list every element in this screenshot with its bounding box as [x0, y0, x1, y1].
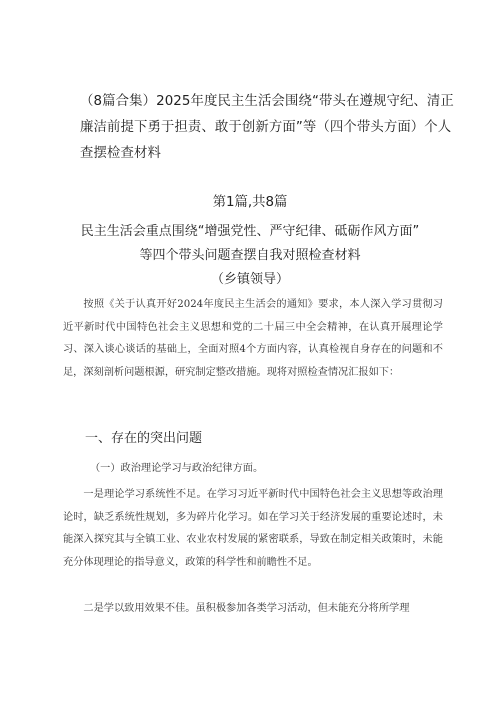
subsection-heading: （一）政治理论学习与政治纪律方面。: [90, 463, 264, 474]
subtitle-line-2: 等四个带头问题查摆自我对照检查材料: [139, 248, 361, 263]
document-title: （8篇合集）2025年度民主生活会围绕“带头在遵规守纪、清正廉洁前提下勇于担责、敢于创新方面”等（四个带头方面）个人查摆检查材料: [80, 94, 454, 161]
part-heading: 第1篇,共8篇: [212, 195, 288, 210]
subtitle-line-3: （乡镇领导）: [210, 272, 289, 287]
paragraph-one: 一是理论学习系统性不足。在学习习近平新时代中国特色社会主义思想等政治理论时，缺乏系统性规划，多为碎片化学习。如在学习关于经济发展的重要论述时，未能深入探究其与全镇工业、农业农村发展的紧密联系，导致在制定相关政策时，未能充分体现理论的指导意义，政策的科学性和前瞻性不足。: [63, 489, 443, 568]
intro-paragraph: 按照《关于认真开好2024年度民主生活会的通知》要求，本人深入学习贯彻习近平新时代中国特色社会主义思想和党的二十届三中全会精神，在认真开展理论学习、深入谈心谈话的基础上，全面对照4个方面内容，认真检视自身存在的问题和不足，深刻剖析问题根源，研究制定整改措施。现将对照检查情况汇报如下：: [63, 299, 443, 378]
section-heading: 一、存在的突出问题: [85, 431, 203, 446]
subtitle-line-1: 民主生活会重点围绕“增强党性、严守纪律、砥砺作风方面”: [80, 224, 420, 239]
paragraph-two: 二是学以致用效果不佳。虽积极参加各类学习活动，但未能充分将所学理: [83, 603, 410, 614]
